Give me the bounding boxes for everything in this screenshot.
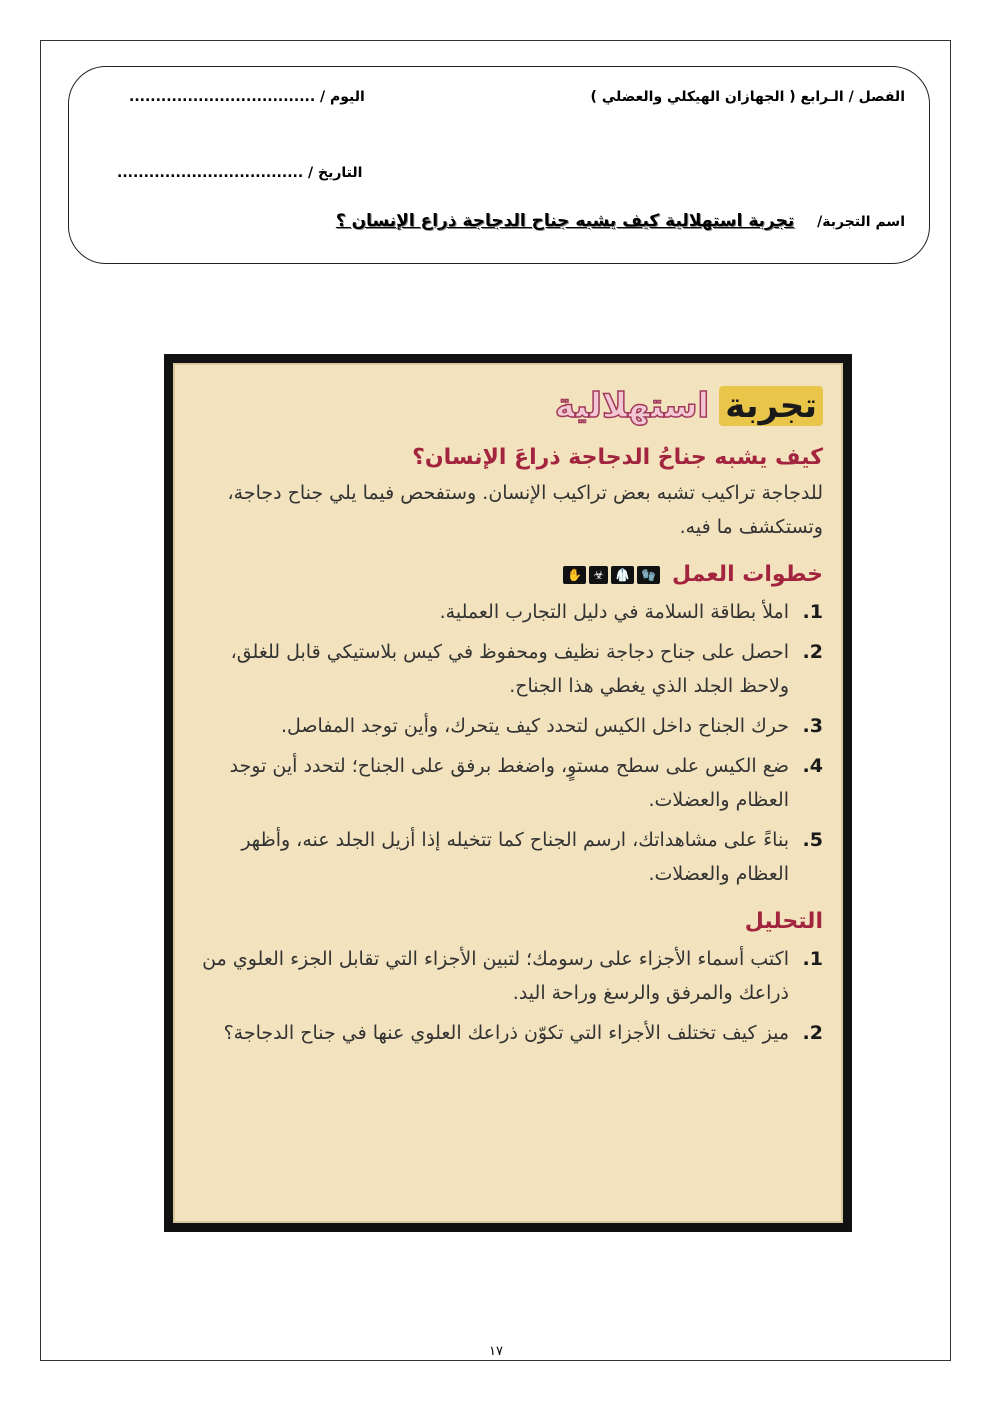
card-title-part2: استهلالية	[554, 386, 710, 426]
analysis-heading	[189, 909, 823, 934]
day-blank: ...................................	[129, 89, 316, 105]
experiment-label: اسم التجربة/	[817, 214, 905, 230]
step-number: 3.	[802, 715, 823, 737]
step-number: 4.	[802, 755, 823, 777]
list-item	[189, 823, 823, 891]
date-field	[117, 165, 362, 181]
date-label: التاريخ /	[308, 165, 363, 181]
step-number: 5.	[802, 829, 823, 851]
analysis-number: 2.	[802, 1022, 823, 1044]
step-number: 2.	[802, 641, 823, 663]
list-item	[189, 942, 823, 1010]
step-text: احصل على جناح دجاجة نظيف ومحفوظ في كيس بلاستيكي قابل للغلق، ولاحظ الجلد الذي يغطي هذا الجناح.	[230, 641, 789, 697]
analysis-text: اكتب أسماء الأجزاء على رسومك؛ لتبين الأجزاء التي تقابل الجزء العلوي من ذراعك والمرفق والرسغ وراحة اليد.	[202, 948, 789, 1004]
hand-wash-icon: ✋	[563, 566, 586, 584]
gloves-icon: 🧤	[637, 566, 660, 584]
textbook-excerpt-frame	[164, 354, 852, 1232]
textbook-excerpt	[173, 363, 843, 1223]
experiment-title: تجربة استهلالية كيف يشبه جناح الدجاجة ذراع الإنسان ؟	[335, 211, 795, 231]
worksheet-header	[68, 66, 930, 264]
list-item	[189, 635, 823, 703]
experiment-name-field	[336, 211, 905, 231]
card-title	[189, 379, 823, 433]
card-title-part1: تجربة	[719, 386, 823, 426]
list-item	[189, 749, 823, 817]
card-question: كيف يشبه جناحُ الدجاجة ذراعَ الإنسان؟	[412, 445, 823, 470]
lab-coat-icon: 🥼	[611, 566, 634, 584]
date-blank: ...................................	[117, 165, 304, 181]
steps-heading-label: خطوات العمل	[672, 562, 823, 587]
analysis-heading-label: التحليل	[744, 909, 823, 934]
card-intro: للدجاجة تراكيب تشبه بعض تراكيب الإنسان. وستفحص فيما يلي جناح دجاجة، وتستكشف ما فيه.	[227, 482, 823, 538]
biohazard-icon: ☣	[589, 566, 608, 584]
step-text: املأ بطاقة السلامة في دليل التجارب العملية.	[439, 601, 789, 623]
steps-heading	[189, 562, 823, 587]
page-number: ١٧	[489, 1344, 503, 1359]
step-text: ضع الكيس على سطح مستوٍ، واضغط برفق على الجناح؛ لتحدد أين توجد العظام والعضلات.	[229, 755, 789, 811]
day-field	[129, 89, 365, 105]
analysis-list	[189, 942, 823, 1050]
list-item	[189, 595, 823, 629]
day-label: اليوم /	[320, 89, 365, 105]
safety-icons	[563, 566, 660, 584]
step-text: حرك الجناح داخل الكيس لتحدد كيف يتحرك، وأين توجد المفاصل.	[280, 715, 789, 737]
chapter-label: الفصل / الـرابع ( الجهازان الهيكلي والعضلي )	[590, 89, 905, 105]
analysis-number: 1.	[802, 948, 823, 970]
analysis-text: ميز كيف تختلف الأجزاء التي تكوّن ذراعك العلوي عنها في جناح الدجاجة؟	[223, 1022, 789, 1044]
steps-list	[189, 595, 823, 891]
list-item	[189, 709, 823, 743]
step-number: 1.	[802, 601, 823, 623]
list-item	[189, 1016, 823, 1050]
step-text: بناءً على مشاهداتك، ارسم الجناح كما تتخيله إذا أزيل الجلد عنه، وأظهر العظام والعضلات.	[241, 829, 789, 885]
